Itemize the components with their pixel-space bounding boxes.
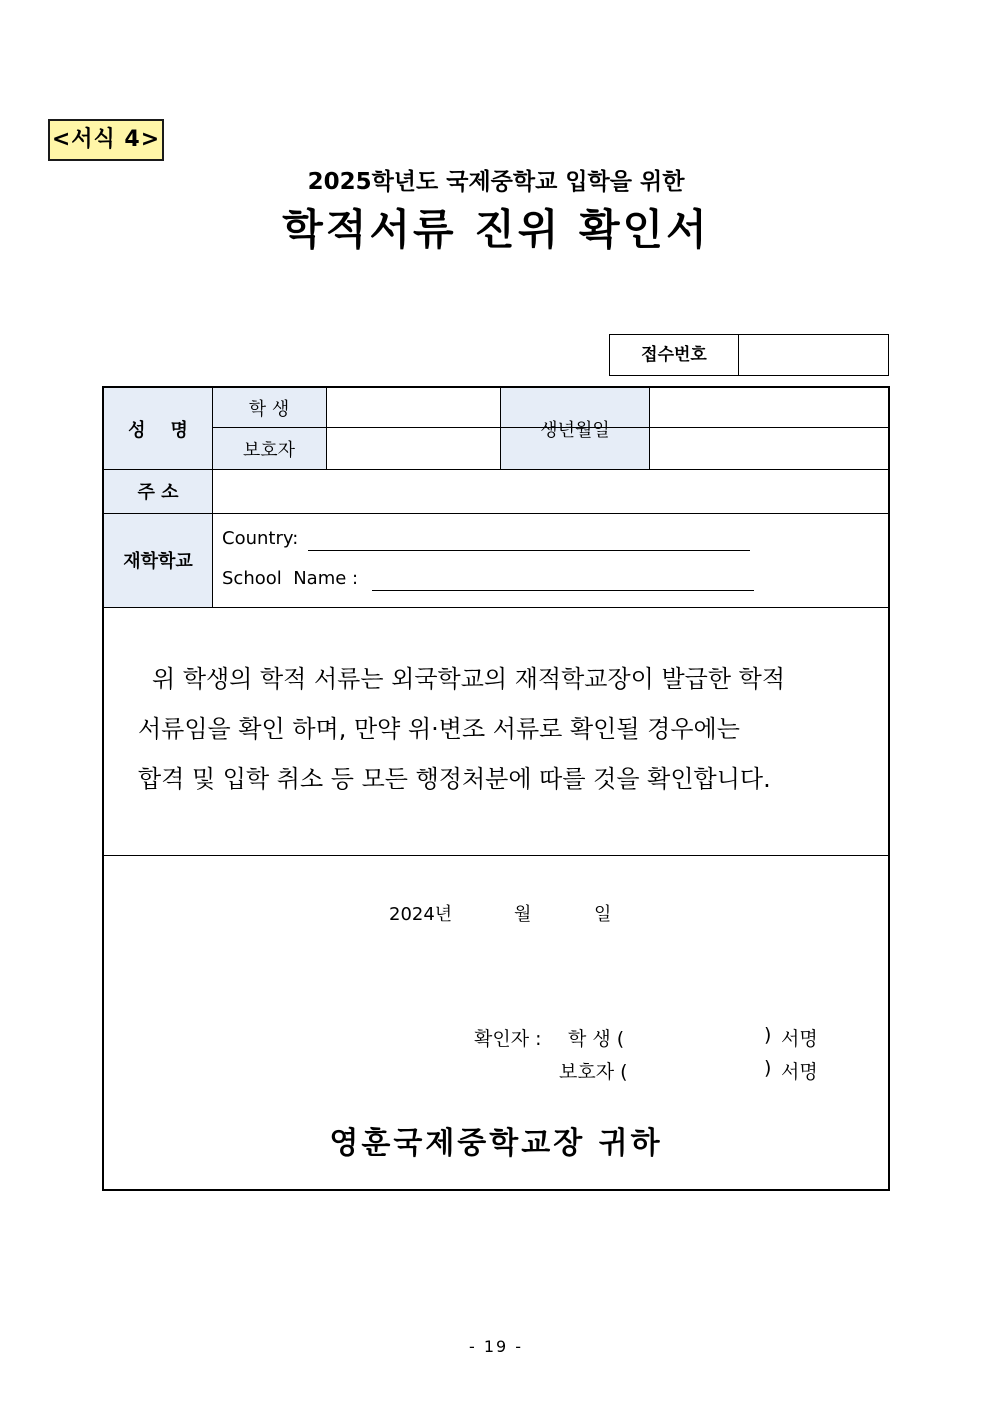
- student-label: 학 생: [248, 399, 290, 420]
- form-number-tag: <서식 4>: [48, 119, 164, 161]
- addressee: 영훈국제중학교장 귀하: [329, 1126, 663, 1161]
- address-label: 주 소: [137, 482, 179, 503]
- receipt-number-box: [609, 334, 889, 376]
- school-label-cell: [104, 513, 212, 607]
- divider: [104, 855, 888, 856]
- pledge-line-2: 서류임을 확인 하며, 만약 위·변조 서류로 확인될 경우에는: [138, 715, 740, 743]
- divider: [104, 513, 888, 514]
- divider: [326, 388, 327, 469]
- country-field[interactable]: [308, 550, 750, 551]
- receipt-number-label: 접수번호: [610, 335, 739, 375]
- guardian-label-cell: [212, 428, 326, 469]
- student-sign-label: 학 생 (: [568, 1028, 625, 1050]
- date-day: 일: [594, 904, 612, 925]
- guardian-sign-close: ): [764, 1057, 772, 1079]
- school-label: 재학학교: [123, 551, 193, 572]
- divider: [500, 388, 501, 469]
- school-name-label: School Name :: [222, 568, 359, 589]
- guardian-sign-label: 보호자 (: [559, 1061, 628, 1083]
- birthdate-label: 생년월일: [540, 419, 610, 441]
- date-year: 2024년: [389, 904, 453, 925]
- guardian-label: 보호자: [242, 439, 296, 461]
- pledge-line-3: 합격 및 입학 취소 등 모든 행정처분에 따를 것을 확인합니다.: [138, 765, 771, 793]
- guardian-birthdate-field[interactable]: [650, 429, 888, 469]
- divider: [104, 607, 888, 608]
- divider: [212, 427, 650, 428]
- student-name-field[interactable]: [327, 388, 500, 427]
- student-label-cell: [212, 388, 326, 428]
- guardian-sign-field[interactable]: [644, 1055, 759, 1081]
- address-field[interactable]: [213, 470, 888, 512]
- confirmer-label: 확인자 :: [474, 1028, 542, 1050]
- document-subtitle: 2025학년도 국제중학교 입학을 위한: [307, 169, 685, 195]
- school-name-field[interactable]: [372, 590, 754, 591]
- divider: [104, 469, 888, 470]
- divider: [649, 388, 650, 469]
- name-label: 성 명: [128, 419, 188, 441]
- document-title: 학적서류 진위 확인서: [282, 205, 710, 254]
- student-sign-close: ): [764, 1024, 772, 1046]
- guardian-name-field[interactable]: [327, 429, 500, 469]
- country-label: Country:: [222, 528, 299, 549]
- receipt-number-field[interactable]: [739, 335, 888, 375]
- birthdate-label-cell: [501, 388, 649, 469]
- page-number: - 19 -: [468, 1337, 524, 1356]
- form-frame: [102, 386, 890, 1191]
- student-birthdate-field[interactable]: [650, 388, 888, 427]
- divider: [212, 388, 213, 607]
- pledge-line-1: 위 학생의 학적 서류는 외국학교의 재적학교장이 발급한 학적: [152, 665, 786, 693]
- name-label-cell: [104, 388, 212, 469]
- guardian-sign-suffix: 서명: [781, 1061, 818, 1083]
- student-sign-field[interactable]: [644, 1022, 759, 1048]
- divider: [649, 427, 888, 428]
- student-sign-suffix: 서명: [781, 1028, 818, 1050]
- address-label-cell: [104, 469, 212, 513]
- date-month: 월: [514, 904, 532, 925]
